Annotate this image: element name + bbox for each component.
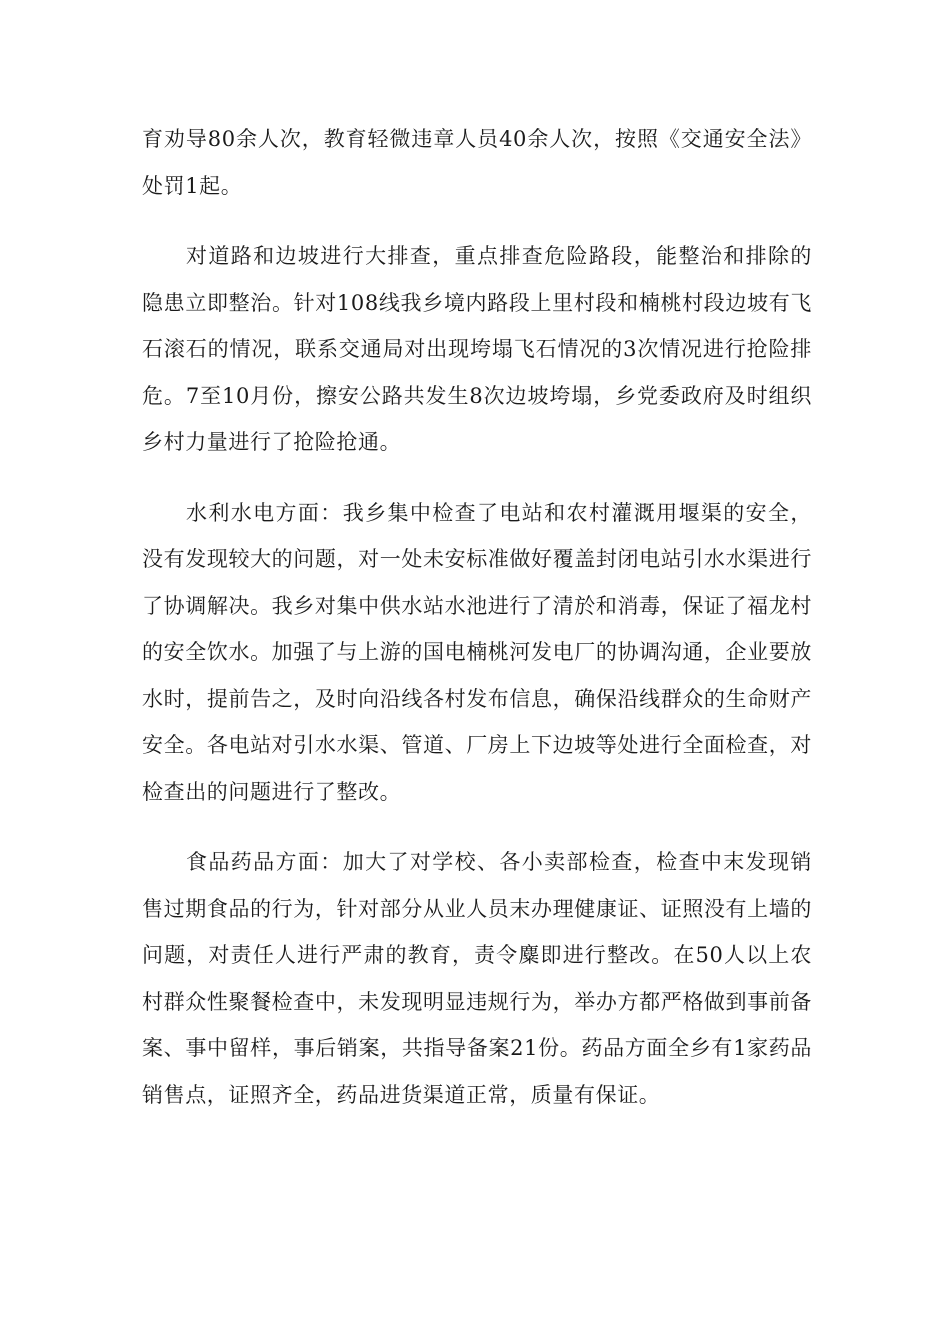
paragraph-traffic-education: 育劝导80余人次，教育轻微违章人员40余人次，按照《交通安全法》处罚1起。 — [142, 127, 812, 198]
paragraph-water-hydropower: 水利水电方面：我乡集中检查了电站和农村灌溉用堰渠的安全，没有发现较大的问题，对一处未安标准做好覆盖封闭电站引水水渠进行了协调解决。我乡对集中供水站水池进行了清於和消毒，保证了福龙村的安全饮水。加强了与上游的国电楠桃河发电厂的协调沟通，企业要放水时，提前告之，及时向沿线各村发布信息，确保沿线群众的生命财产安全。各电站对引水水渠、管道、厂房上下边坡等处进行全面检查，对检查出的问题进行了整改。 — [142, 500, 812, 804]
document-page — [142, 116, 812, 1142]
paragraph-road-slope-inspection: 对道路和边坡进行大排查，重点排查危险路段，能整治和排除的隐患立即整治。针对108线我乡境内路段上里村段和楠桃村段边坡有飞石滚石的情况，联系交通局对出现垮塌飞石情况的3次情况进行抢险排危。7至10月份，擦安公路共发生8次边坡垮塌，乡党委政府及时组织乡村力量进行了抢险抢通。 — [142, 244, 812, 454]
paragraph-food-drug: 食品药品方面：加大了对学校、各小卖部检查，检查中末发现销售过期食品的行为，针对部分从业人员末办理健康证、证照没有上墙的问题，对责任人进行严肃的教育，责令麋即进行整改。在50人以上农村群众性聚餐检查中，未发现明显违规行为，举办方都严格做到事前备案、事中留样，事后销案，共指导备案21份。药品方面全乡有1家药品销售点，证照齐全，药品进货渠道正常，质量有保证。 — [142, 850, 812, 1107]
